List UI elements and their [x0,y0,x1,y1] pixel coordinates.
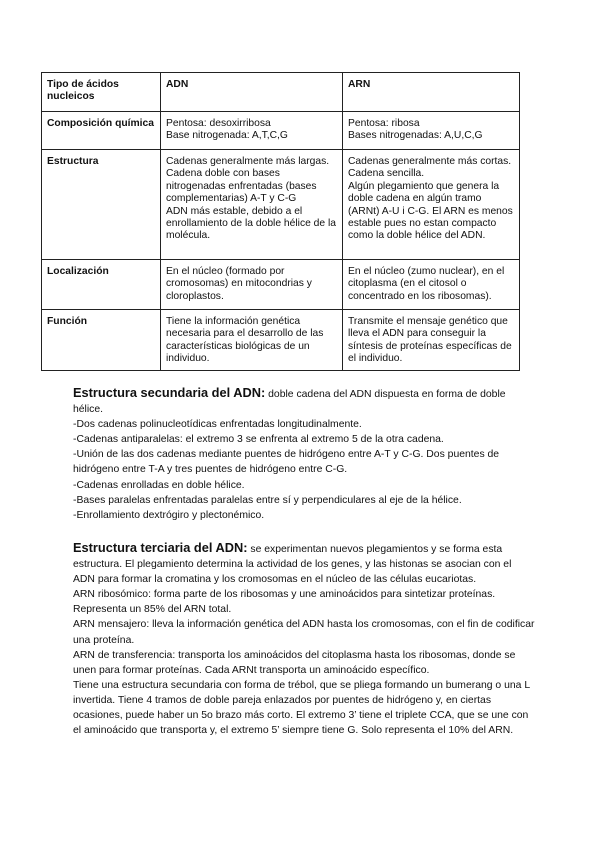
header-tipo: Tipo de ácidos nucleicos [42,73,161,112]
cell-text: Pentosa: ribosa [348,118,420,129]
list-item: -Bases paralelas enfrentadas paralelas entre sí y perpendiculares al eje de la hélice. [73,494,462,506]
table-row [42,150,520,260]
table-row [42,112,520,150]
header-arn: ARN [343,73,520,112]
row-label-composicion: Composición química [42,112,161,150]
cell-arn-localizacion [343,260,520,310]
row-label-estructura: Estructura [42,150,161,260]
cell-adn-localizacion [161,260,343,310]
row-label-localizacion: Localización [42,260,161,310]
paragraph: ARN mensajero: lleva la información genética del ADN hasta los cromosomas, con el fin de codificar una proteína. [73,619,535,646]
cell-text: Cadenas generalmente más cortas. Cadena sencilla. [348,156,512,180]
cell-text: En el núcleo (zumo nuclear), en el citoplasma (en el citosol o concentrado en los ribosomas). [348,266,505,302]
cell-text: Cadenas generalmente más largas. Cadena doble con bases nitrogenadas enfrentadas (bases complementarias) A-T y C-G [166,156,330,205]
paragraph: ARN de transferencia: transporta los aminoácidos del citoplasma hasta los ribosomas, donde se unen para formar proteínas. Cada ARNt transporta un aminoácido específico. [73,649,516,676]
list-item: -Unión de las dos cadenas mediante puentes de hidrógeno entre A-T y C-G. Dos puentes de hidrógeno entre T-A y tres puentes de hidrógeno entre C-G. [73,449,500,476]
section-intro-text: doble cadena del ADN dispuesta en forma de doble hélice. [73,389,506,416]
table-row [42,260,520,310]
cell-text: Base nitrogenada: A,T,C,G [166,130,288,142]
list-item: -Dos cadenas polinucleotídicas enfrentadas longitudinalmente. [73,419,362,431]
paragraph: ARN ribosómico: forma parte de los ribosomas y une aminoácidos para sintetizar proteínas. Representa un 85% del ARN total. [73,589,496,616]
cell-arn-composicion [343,112,520,150]
paragraph: Tiene una estructura secundaria con forma de trébol, que se pliega formando un bumerang o una L invertida. Tiene 4 tramos de doble pareja enlazados por puentes de hidrógeno y, en ciertas ocasiones, puede haber un 5o brazo más corto. El extremo 3’ tiene el triplete CCA, que se une con el aminoácido que transporta y, el extremo 5’ siempre tiene G. Solo representa el 10% del ARN. [73,679,530,737]
list-item: -Cadenas antiparalelas: el extremo 3 se enfrenta al extremo 5 de la otra cadena. [73,434,444,446]
list-item: -Cadenas enrolladas en doble hélice. [73,479,245,491]
cell-text: Tiene la información genética necesaria para el desarrollo de las características biológicas de un individuo. [166,316,324,365]
section-intro [73,540,535,587]
section-estructura-terciaria [73,540,535,738]
cell-text: Algún plegamiento que genera la doble cadena en algún tramo (ARNt) A-U i C-G. El ARN es menos estable pues no estan compacto como la doble hélice del ADN. [348,180,513,242]
table-row [42,310,520,371]
header-adn: ADN [161,73,343,112]
section-heading: Estructura secundaria del ADN: [73,385,266,400]
cell-text: En el núcleo (formado por cromosomas) en mitocondrias y cloroplastos. [166,266,312,302]
cell-text: Transmite el mensaje genético que lleva el ADN para conseguir la síntesis de proteínas específicas de el individuo. [348,316,512,365]
cell-text: Pentosa: desoxirribosa [166,118,271,129]
section-heading: Estructura terciaria del ADN: [73,540,248,555]
row-label-funcion: Función [42,310,161,371]
cell-arn-estructura [343,150,520,260]
section-estructura-secundaria [73,385,535,523]
cell-text: Bases nitrogenadas: A,U,C,G [348,130,483,142]
list-item: -Enrollamiento dextrógiro y plectonémico. [73,509,265,521]
cell-adn-funcion [161,310,343,371]
nucleic-acids-comparison-table [41,72,520,371]
cell-text: ADN más estable, debido a el enrollamiento de la doble hélice de la molécula. [166,205,337,242]
cell-adn-composicion [161,112,343,150]
cell-adn-estructura [161,150,343,260]
section-intro [73,385,535,417]
section-intro-text: se experimentan nuevos plegamientos y se forma esta estructura. El plegamiento determina la actividad de los genes, y las histonas se asocian con el ADN para formar la cromatina y los cromosomas en el núcleo de las células eucariotas. [73,544,512,586]
table-header-row [42,73,520,112]
cell-arn-funcion [343,310,520,371]
